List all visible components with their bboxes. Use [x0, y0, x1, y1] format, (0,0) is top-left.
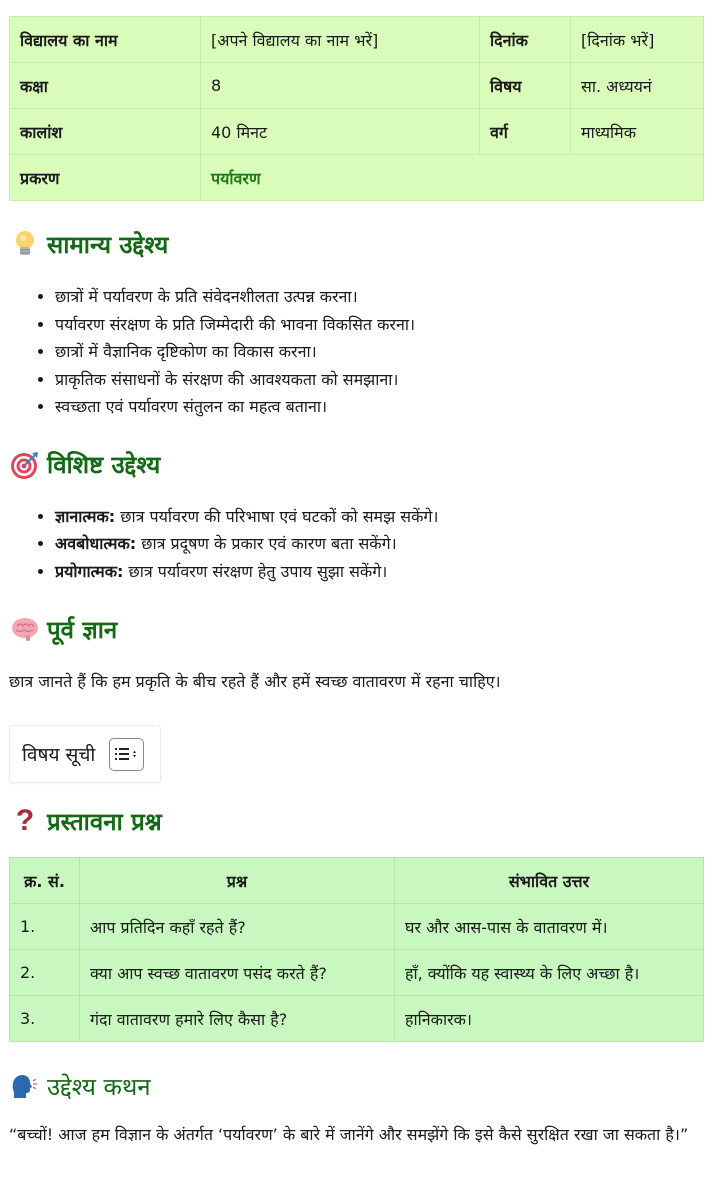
target-icon	[9, 449, 41, 481]
objective-text: छात्र पर्यावरण संरक्षण हेतु उपाय सुझा सकेंगे।	[123, 561, 388, 581]
row-answer: घर और आस-पास के वातावरण में।	[395, 904, 704, 950]
prior-knowledge-text: छात्र जानते हैं कि हम प्रकृति के बीच रहते हैं और हमें स्वच्छ वातावरण में रहना चाहिए।	[9, 672, 501, 691]
column-header-question: प्रश्न	[80, 858, 395, 904]
speaking-head-icon	[9, 1070, 41, 1102]
period-value: 40 मिनट	[201, 109, 480, 155]
list-item: • स्वच्छता एवं पर्यावरण संतुलन का महत्व बताना।	[55, 393, 704, 421]
subject-label: विषय	[480, 63, 571, 109]
intro-questions-table	[9, 857, 704, 1042]
general-objectives-list	[9, 283, 704, 421]
row-question: आप प्रतिदिन कहाँ रहते हैं?	[80, 904, 395, 950]
objective-text: छात्र प्रदूषण के प्रकार एवं कारण बता सकेंगे।	[136, 534, 397, 553]
class-label: कक्षा	[10, 63, 201, 109]
row-number: 2.	[10, 950, 80, 996]
period-label: कालांश	[10, 109, 201, 155]
lightbulb-icon	[9, 228, 41, 260]
school-name-value: [अपने विद्यालय का नाम भरें]	[201, 17, 480, 63]
category-value: माध्यमिक	[571, 109, 704, 155]
topic-value: पर्यावरण	[201, 155, 704, 201]
row-question: गंदा वातावरण हमारे लिए कैसा है?	[80, 996, 395, 1042]
brain-icon	[9, 613, 41, 645]
row-answer: हानिकारक।	[395, 996, 704, 1042]
list-item: • प्राकृतिक संसाधनों के संरक्षण की आवश्यकता को समझाना।	[55, 366, 704, 394]
list-toggle-icon	[115, 747, 139, 761]
list-item	[55, 503, 704, 531]
objective-term: अवबोधात्मक:	[55, 534, 137, 553]
row-number: 3.	[10, 996, 80, 1042]
aim-statement-text: “बच्चों! आज हम विज्ञान के अंतर्गत ‘पर्यावरण’ के बारे में जानेंगे और समझेंगे कि इसे कैसे सुरक्षित रखा जा सकता है।”	[9, 1125, 689, 1144]
class-value: 8	[201, 63, 480, 109]
general-objectives-heading	[9, 224, 704, 264]
topic-label: प्रकरण	[10, 155, 201, 201]
date-label: दिनांक	[480, 17, 571, 63]
question-mark-icon: ?	[15, 804, 35, 837]
category-label: वर्ग	[480, 109, 571, 155]
table-of-contents	[9, 725, 161, 783]
row-question: क्या आप स्वच्छ वातावरण पसंद करते हैं?	[80, 950, 395, 996]
specific-objectives-title: विशिष्ट उद्देश्य	[47, 451, 161, 479]
row-number: 1.	[10, 904, 80, 950]
list-item	[55, 558, 704, 586]
table-row	[10, 904, 704, 950]
objective-text: छात्र पर्यावरण की परिभाषा एवं घटकों को समझ सकेंगे।	[115, 506, 439, 526]
list-item: • पर्यावरण संरक्षण के प्रति जिम्मेदारी की भावना विकसित करना।	[55, 311, 704, 339]
table-row	[10, 996, 704, 1042]
intro-questions-title: प्रस्तावना प्रश्न	[47, 807, 162, 836]
table-row	[10, 17, 704, 63]
table-row	[10, 950, 704, 996]
table-row	[10, 63, 704, 109]
toc-label: विषय सूची	[22, 744, 96, 766]
subject-value: सा. अध्ययनं	[571, 63, 704, 109]
intro-questions-heading	[9, 801, 704, 841]
general-objectives-title: सामान्य उद्देश्य	[47, 230, 169, 259]
column-header-number: क्र. सं.	[10, 858, 80, 904]
school-name-label: विद्यालय का नाम	[10, 17, 201, 63]
row-answer: हाँ, क्योंकि यह स्वास्थ्य के लिए अच्छा है।	[395, 950, 704, 996]
list-item	[55, 530, 704, 558]
date-value: [दिनांक भरें]	[571, 17, 704, 63]
table-row	[10, 109, 704, 155]
specific-objectives-list	[9, 503, 704, 586]
objective-term: प्रयोगात्मक:	[55, 561, 124, 581]
table-row	[10, 155, 704, 201]
prior-knowledge-heading	[9, 609, 704, 649]
list-item: • छात्रों में वैज्ञानिक दृष्टिकोण का विकास करना।	[55, 338, 704, 366]
toc-toggle-button[interactable]	[109, 738, 144, 771]
aim-statement-heading	[9, 1066, 704, 1106]
objective-term: ज्ञानात्मक:	[55, 506, 116, 526]
aim-statement-title: उद्देश्य कथन	[47, 1072, 151, 1101]
table-header-row	[10, 858, 704, 904]
specific-objectives-heading	[9, 445, 704, 485]
prior-knowledge-title: पूर्व ज्ञान	[47, 615, 118, 644]
column-header-answer: संभावित उत्तर	[395, 858, 704, 904]
list-item: • छात्रों में पर्यावरण के प्रति संवेदनशीलता उत्पन्न करना।	[55, 283, 704, 311]
lesson-info-table	[9, 16, 704, 201]
